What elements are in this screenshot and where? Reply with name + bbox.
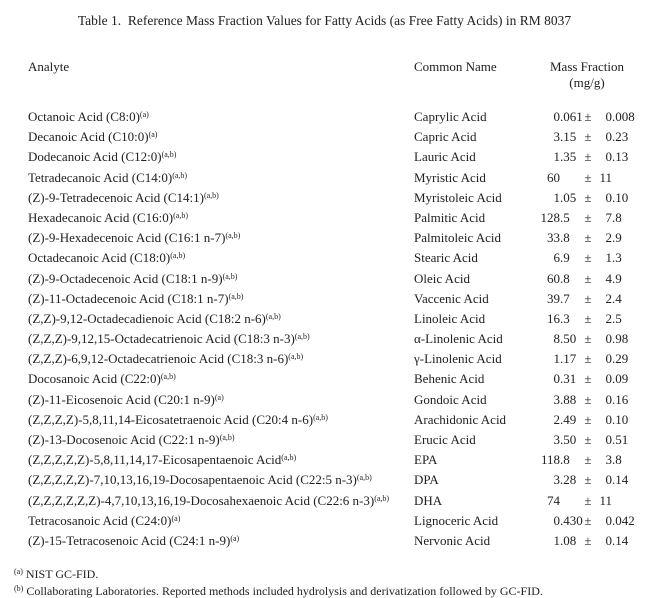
uncertainty-int: 0 <box>605 472 612 488</box>
uncertainty-frac: .13 <box>612 149 629 165</box>
value-int: 0 <box>553 371 560 387</box>
plus-minus-sign: ± <box>584 512 592 528</box>
plus-minus-sign: ± <box>584 492 592 508</box>
value-int: 60 <box>547 169 560 185</box>
value-int: 2 <box>553 411 560 427</box>
plus-minus-sign: ± <box>584 411 592 427</box>
footnote-a <box>14 566 649 583</box>
uncertainty-frac: .09 <box>612 371 629 387</box>
value-frac: .28 <box>560 472 577 488</box>
analyte-cell: (Z,Z,Z)-6,9,12-Octadecatrienoic Acid (C18:3 n-6)$^{(a,b)}$ <box>28 351 304 367</box>
uncertainty-frac <box>612 168 642 188</box>
footnote-ref-marker: (a,b) <box>265 311 281 321</box>
uncertainty-int: 0 <box>605 149 612 165</box>
plus-minus-sign: ± <box>584 391 592 407</box>
uncertainty-int: 2 <box>605 230 612 246</box>
fatty-acid-table-body <box>0 107 649 551</box>
analyte-cell: (Z,Z,Z,Z)-5,8,11,14-Eicosatetraenoic Acid (C20:4 n-6)$^{(a,b)}$ <box>28 411 328 427</box>
footnote-ref-marker: (a,b) <box>173 210 189 220</box>
value-int: 1 <box>553 189 560 205</box>
footnote-ref-marker: (a,b) <box>170 251 186 261</box>
footnote-ref-marker: (a,b) <box>294 332 310 342</box>
value-int: 128 <box>540 209 560 225</box>
value-int: 3 <box>553 391 560 407</box>
footnote-b-text: Collaborating Laboratories. Reported methods included hydrolysis and derivatization followed by GC-FID. <box>26 584 543 598</box>
value-frac: .9 <box>560 250 570 266</box>
value-frac <box>560 168 580 188</box>
uncertainty-int: 0 <box>605 189 612 205</box>
plus-minus-sign: ± <box>584 209 592 225</box>
plus-minus-sign: ± <box>584 310 592 326</box>
uncertainty-frac: .51 <box>612 432 629 447</box>
value-int: 8 <box>553 331 560 347</box>
plus-minus-sign: ± <box>584 331 592 347</box>
plus-minus-sign: ± <box>584 270 592 286</box>
common-name-cell: Palmitoleic Acid <box>414 230 502 246</box>
footnote-b-marker: (b) <box>14 584 24 594</box>
analyte-cell: Decanoic Acid (C10:0)$^{(a)}$ <box>28 129 158 145</box>
analyte-cell: (Z,Z,Z)-9,12,15-Octadecatrienoic Acid (C18:3 n-3)$^{(a,b)}$ <box>28 331 310 347</box>
common-name-cell: Behenic Acid <box>414 371 485 387</box>
common-name-cell: Erucic Acid <box>414 432 476 447</box>
value-frac: .15 <box>560 129 577 145</box>
value-frac: .3 <box>560 310 570 326</box>
value-int: 1 <box>553 149 560 165</box>
value-frac: .5 <box>560 209 570 225</box>
plus-minus-sign: ± <box>584 472 592 488</box>
plus-minus-sign: ± <box>584 452 592 468</box>
value-int: 3 <box>553 472 560 488</box>
footnote-ref-marker: (a,b) <box>203 190 219 200</box>
analyte-cell: (Z)-11-Octadecenoic Acid (C18:1 n-7)$^{(a,b)}$ <box>28 290 244 306</box>
common-name-cell: α-Linolenic Acid <box>414 331 503 347</box>
plus-minus-sign: ± <box>584 290 592 306</box>
common-name-cell: Myristic Acid <box>414 169 486 185</box>
common-name-cell: DPA <box>414 472 439 488</box>
uncertainty-int: 2 <box>605 290 612 306</box>
analyte-cell: Docosanoic Acid (C22:0)$^{(a,b)}$ <box>28 371 176 387</box>
common-name-cell: Myristoleic Acid <box>414 189 502 205</box>
plus-minus-sign: ± <box>584 109 592 124</box>
footnote-ref-marker: (a,b) <box>374 493 390 503</box>
plus-minus-sign: ± <box>584 351 592 367</box>
footnotes <box>0 566 649 598</box>
analyte-cell: (Z,Z,Z,Z,Z)-5,8,11,14,17-Eicosapentaenoic Acid$^{(a,b)}$ <box>28 452 297 468</box>
uncertainty-frac: .14 <box>612 532 629 548</box>
plus-minus-sign: ± <box>584 129 592 145</box>
common-name-cell: Arachidonic Acid <box>414 411 507 427</box>
analyte-cell: (Z)-9-Tetradecenoic Acid (C14:1)$^{(a,b)}$ <box>28 189 219 205</box>
uncertainty-frac: .9 <box>612 270 622 286</box>
footnote-ref-marker: (a) <box>171 513 181 523</box>
common-name-cell: Oleic Acid <box>414 270 470 286</box>
footnote-ref-marker: (a,b) <box>288 352 304 362</box>
value-frac: .49 <box>560 411 577 427</box>
analyte-cell: Octanoic Acid (C8:0)$^{(a)}$ <box>28 109 149 124</box>
common-name-cell: EPA <box>414 452 438 468</box>
uncertainty-frac: .23 <box>612 129 629 145</box>
uncertainty-frac: .8 <box>612 209 622 225</box>
common-name-cell: Nervonic Acid <box>414 532 491 548</box>
value-int: 16 <box>547 310 560 326</box>
footnote-ref-marker: (a,b) <box>281 453 297 463</box>
column-header-analyte: Analyte <box>28 59 70 74</box>
value-int: 1 <box>553 351 560 367</box>
plus-minus-sign: ± <box>584 230 592 246</box>
footnote-ref-marker: (a) <box>214 392 224 402</box>
footnote-ref-marker: (a,b) <box>172 170 188 180</box>
analyte-cell: (Z,Z,Z,Z,Z)-7,10,13,16,19-Docosapentaenoic Acid (C22:5 n-3)$^{(a,b)}$ <box>28 472 372 488</box>
plus-minus-sign: ± <box>584 149 592 165</box>
plus-minus-sign: ± <box>584 532 592 548</box>
uncertainty-int: 0 <box>605 532 612 548</box>
uncertainty-int: 0 <box>605 411 612 427</box>
plus-minus-sign: ± <box>584 189 592 205</box>
uncertainty-int: 0 <box>605 109 612 124</box>
uncertainty-frac: .9 <box>612 230 622 246</box>
column-header-mass-fraction <box>532 59 642 91</box>
uncertainty-int: 0 <box>605 391 612 407</box>
value-frac: .8 <box>560 452 570 468</box>
value-int: 1 <box>553 532 560 548</box>
uncertainty-frac: .042 <box>612 512 635 528</box>
uncertainty-int: 7 <box>605 209 612 225</box>
uncertainty-frac <box>612 491 642 511</box>
uncertainty-frac: .5 <box>612 310 622 326</box>
common-name-cell: Lauric Acid <box>414 149 476 165</box>
analyte-cell: Dodecanoic Acid (C12:0)$^{(a,b)}$ <box>28 149 177 165</box>
uncertainty-int: 4 <box>605 270 612 286</box>
footnote-ref-marker: (a,b) <box>222 271 238 281</box>
value-frac: .05 <box>560 189 577 205</box>
value-int: 39 <box>547 290 560 306</box>
uncertainty-int: 11 <box>599 492 612 508</box>
value-frac: .50 <box>560 331 577 347</box>
common-name-cell: Stearic Acid <box>414 250 478 266</box>
common-name-cell: γ-Linolenic Acid <box>414 351 502 367</box>
column-header-common-name: Common Name <box>414 59 497 74</box>
analyte-cell: (Z,Z)-9,12-Octadecadienoic Acid (C18:2 n-6)$^{(a,b)}$ <box>28 310 281 326</box>
uncertainty-int: 11 <box>599 169 612 185</box>
footnote-a-marker: (a) <box>14 567 23 577</box>
uncertainty-frac: .98 <box>612 331 629 347</box>
value-int: 33 <box>547 230 560 246</box>
value-frac: .8 <box>560 230 570 246</box>
footnote-b <box>14 583 649 598</box>
footnote-ref-marker: (a) <box>139 110 149 119</box>
uncertainty-frac: .29 <box>612 351 629 367</box>
mass-fraction-unit: (mg/g) <box>569 75 605 90</box>
common-name-cell: Vaccenic Acid <box>414 290 489 306</box>
plus-minus-sign: ± <box>584 371 592 387</box>
uncertainty-int: 0 <box>605 432 612 447</box>
uncertainty-int: 0 <box>605 351 612 367</box>
footnote-ref-marker: (a,b) <box>313 412 328 422</box>
value-frac: .31 <box>560 371 577 387</box>
uncertainty-int: 0 <box>605 331 612 347</box>
value-int: 3 <box>553 129 560 145</box>
uncertainty-int: 0 <box>605 512 612 528</box>
value-frac: .88 <box>560 391 577 407</box>
common-name-cell: Gondoic Acid <box>414 391 487 407</box>
footnote-ref-marker: (a,b) <box>356 473 372 483</box>
value-int: 0 <box>553 109 560 124</box>
value-frac: .430 <box>560 512 583 528</box>
value-int: 0 <box>553 512 560 528</box>
common-name-cell: Capric Acid <box>414 129 477 145</box>
uncertainty-int: 2 <box>605 310 612 326</box>
common-name-cell: Linoleic Acid <box>414 310 486 326</box>
plus-minus-sign: ± <box>584 169 592 185</box>
common-name-cell: Caprylic Acid <box>414 109 487 124</box>
value-frac <box>560 491 580 511</box>
uncertainty-int: 1 <box>605 250 612 266</box>
footnote-ref-marker: (a,b) <box>225 231 241 241</box>
value-int: 3 <box>553 432 560 447</box>
uncertainty-int: 0 <box>605 371 612 387</box>
footnote-ref-marker: (a) <box>148 130 158 140</box>
analyte-cell: Tetracosanoic Acid (C24:0)$^{(a)}$ <box>28 512 181 528</box>
value-frac: .8 <box>560 270 570 286</box>
analyte-cell: (Z)-9-Octadecenoic Acid (C18:1 n-9)$^{(a,b)}$ <box>28 270 238 286</box>
uncertainty-frac: .16 <box>612 391 629 407</box>
plus-minus-sign: ± <box>584 432 592 447</box>
common-name-cell: Palmitic Acid <box>414 209 486 225</box>
uncertainty-frac: .10 <box>612 411 629 427</box>
analyte-cell: (Z)-11-Eicosenoic Acid (C20:1 n-9)$^{(a)}$ <box>28 391 224 407</box>
footnote-ref-marker: (a,b) <box>219 433 235 442</box>
value-int: 6 <box>553 250 560 266</box>
footnote-ref-marker: (a,b) <box>160 372 176 382</box>
uncertainty-int: 3 <box>605 452 612 468</box>
analyte-cell: (Z)-9-Hexadecenoic Acid (C16:1 n-7)$^{(a,b)}$ <box>28 230 241 246</box>
value-int: 118 <box>540 452 560 468</box>
uncertainty-frac: .4 <box>612 290 622 306</box>
uncertainty-frac: .008 <box>612 109 635 124</box>
footnote-ref-marker: (a,b) <box>161 150 177 160</box>
value-frac: .061 <box>560 109 583 124</box>
analyte-cell: (Z,Z,Z,Z,Z,Z)-4,7,10,13,16,19-Docosahexaenoic Acid (C22:6 n-3)$^{(a,b)}$ <box>28 492 390 508</box>
value-frac: .17 <box>560 351 577 367</box>
uncertainty-frac: .3 <box>612 250 622 266</box>
analyte-cell: Octadecanoic Acid (C18:0)$^{(a,b)}$ <box>28 250 186 266</box>
value-frac: .50 <box>560 432 577 447</box>
analyte-cell: (Z)-13-Docosenoic Acid (C22:1 n-9)$^{(a,b)}$ <box>28 432 235 447</box>
uncertainty-frac: .8 <box>612 452 622 468</box>
value-int: 74 <box>547 492 560 508</box>
common-name-cell: Lignoceric Acid <box>414 512 499 528</box>
uncertainty-frac: .10 <box>612 189 629 205</box>
value-int: 60 <box>547 270 560 286</box>
plus-minus-sign: ± <box>584 250 592 266</box>
value-frac: .7 <box>560 290 570 306</box>
common-name-cell: DHA <box>414 492 443 508</box>
value-frac: .08 <box>560 532 577 548</box>
analyte-cell: Hexadecanoic Acid (C16:0)$^{(a,b)}$ <box>28 209 189 225</box>
uncertainty-frac: .14 <box>612 472 629 488</box>
value-frac: .35 <box>560 149 577 165</box>
uncertainty-int: 0 <box>605 129 612 145</box>
footnote-ref-marker: (a) <box>230 533 240 543</box>
table-header-row <box>0 59 649 91</box>
analyte-cell: Tetradecanoic Acid (C14:0)$^{(a,b)}$ <box>28 169 188 185</box>
table-title: Table 1. Reference Mass Fraction Values for Fatty Acids (as Free Fatty Acids) in RM 8037 <box>77 13 572 28</box>
mass-fraction-label: Mass Fraction <box>549 59 625 74</box>
analyte-cell: (Z)-15-Tetracosenoic Acid (C24:1 n-9)$^{(a)}$ <box>28 532 240 548</box>
footnote-ref-marker: (a,b) <box>228 291 244 301</box>
footnote-a-text: NIST GC-FID. <box>25 567 99 582</box>
